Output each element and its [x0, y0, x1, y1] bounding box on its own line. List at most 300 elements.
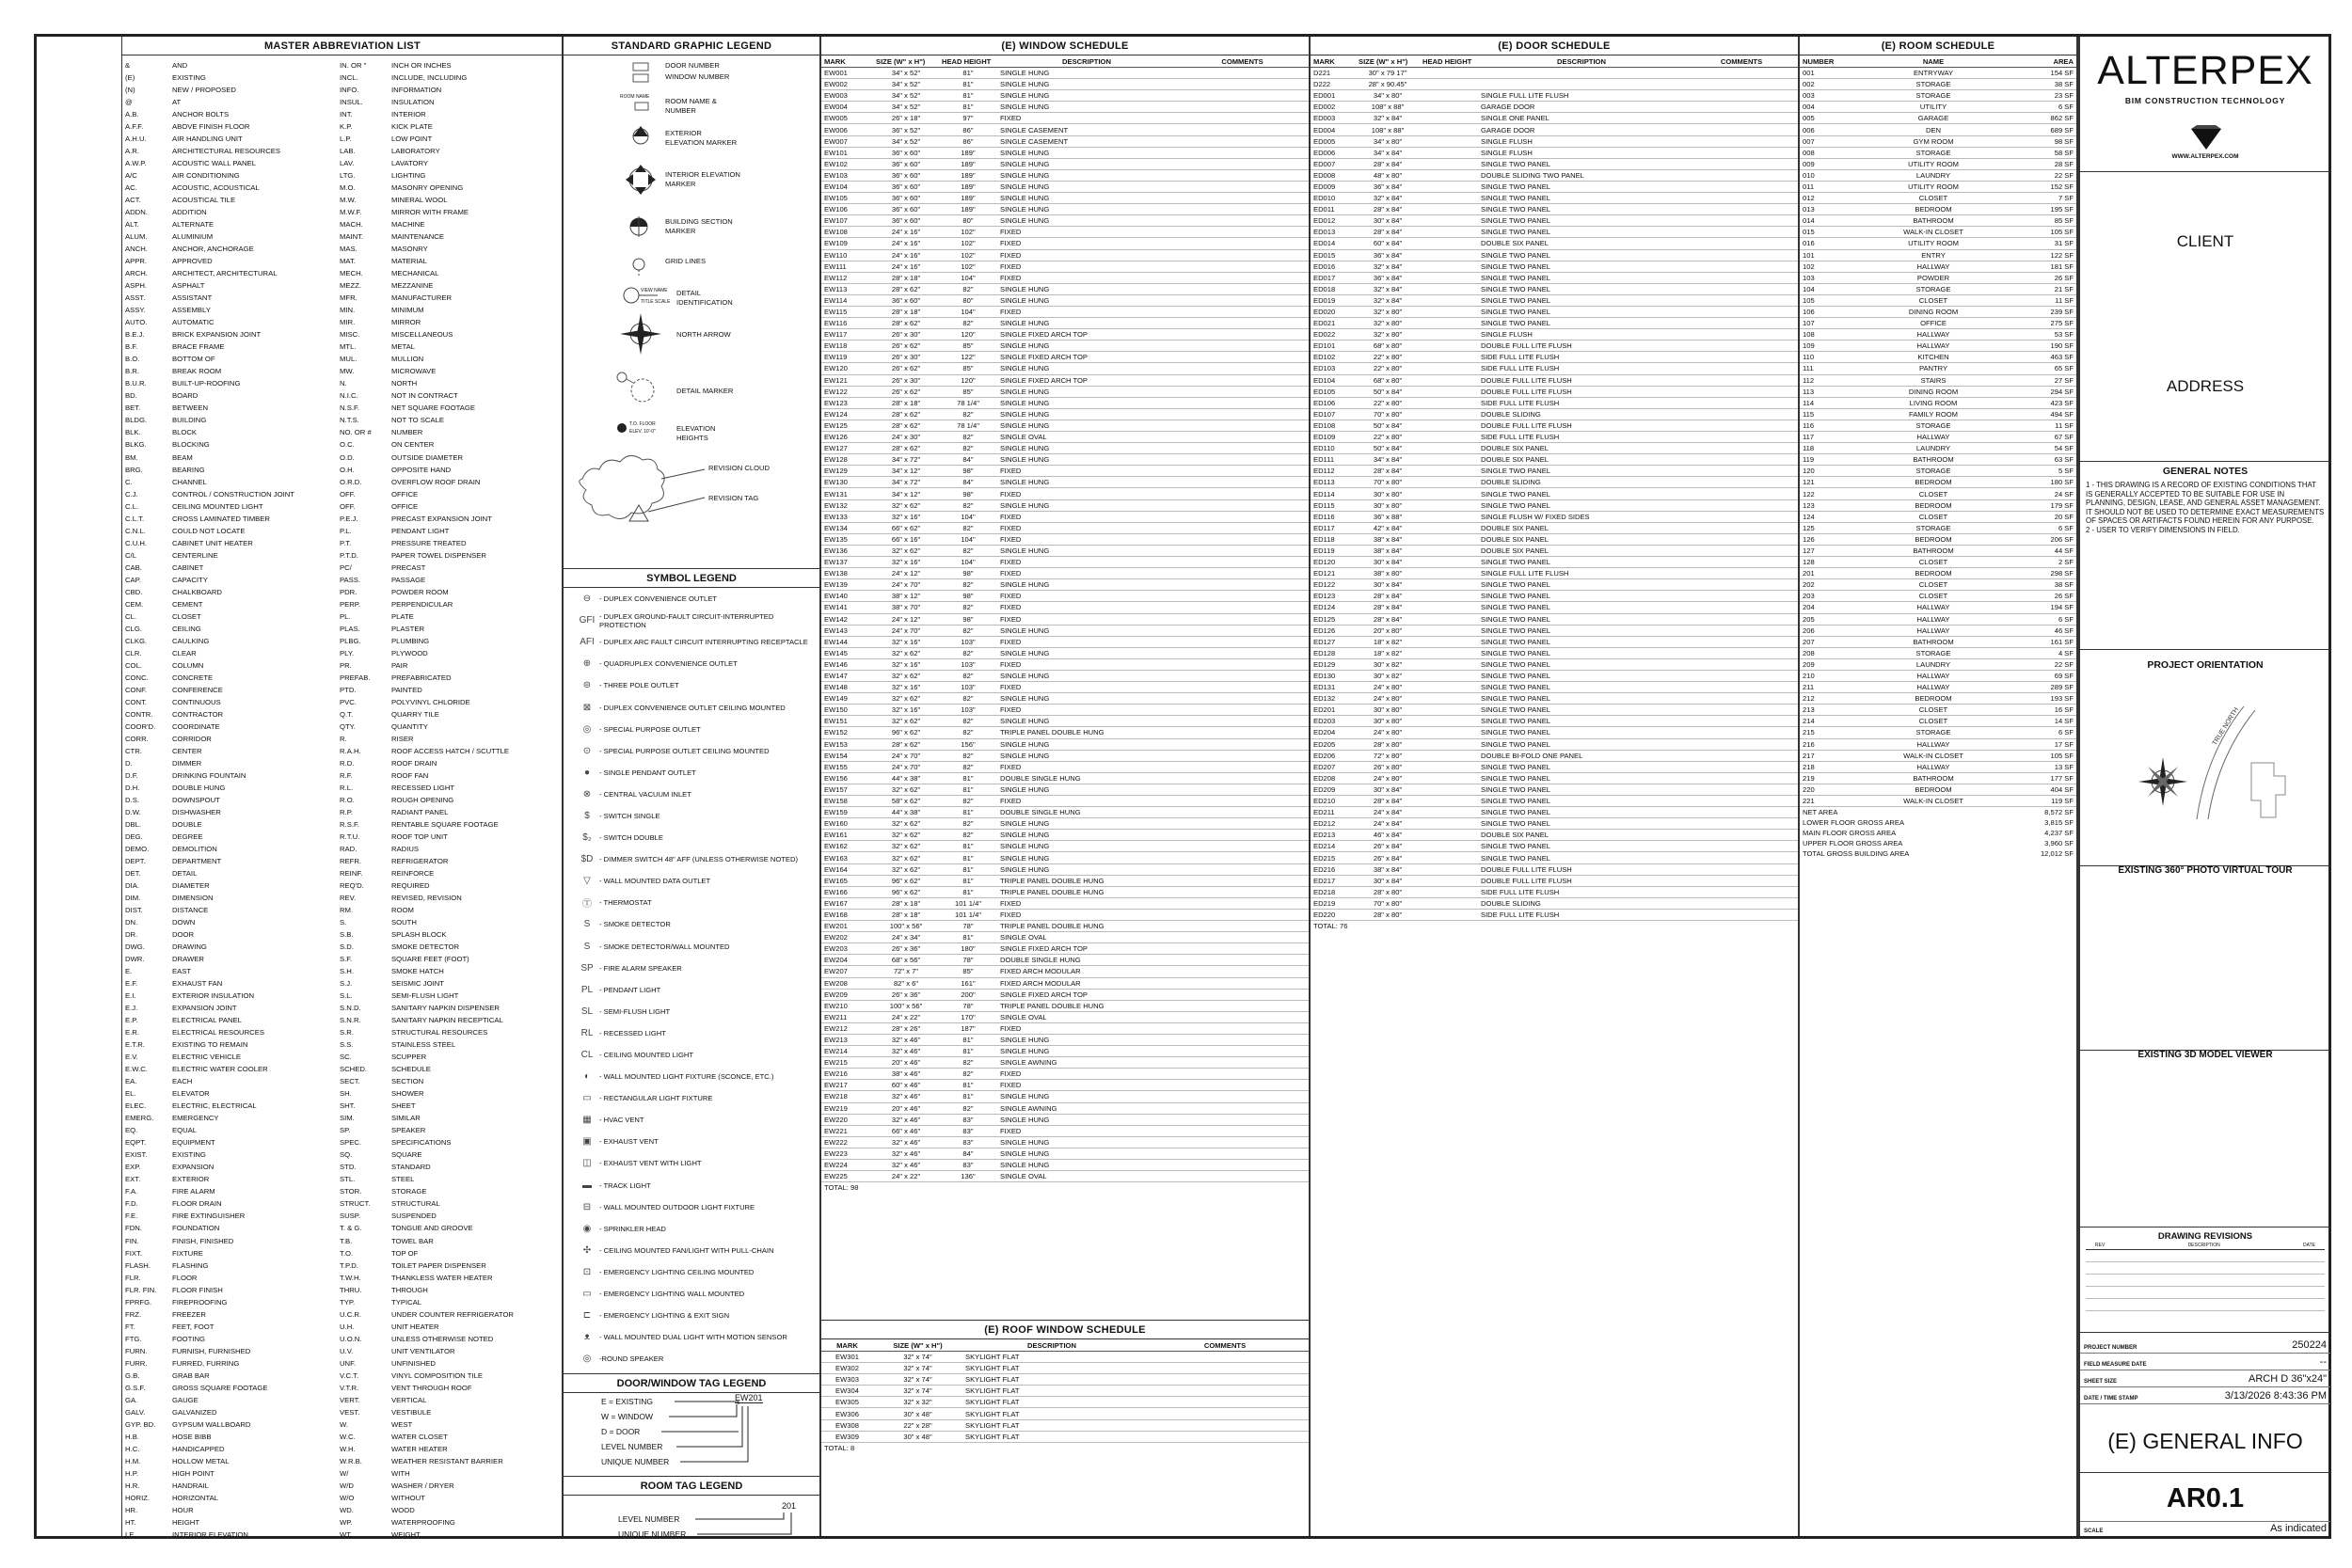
table-cell: [1176, 818, 1309, 830]
table-cell: 012: [1800, 193, 1856, 204]
table-cell: SINGLE HUNG: [997, 1148, 1176, 1159]
table-row: [821, 796, 1309, 807]
abbreviation-cell: E.W.C.: [125, 1065, 148, 1074]
table-row: [1800, 249, 2076, 261]
abbreviation-cell: LOW POINT: [391, 135, 433, 144]
abbreviation-row: [125, 1467, 596, 1480]
abbreviation-cell: ANCHOR, ANCHORAGE: [172, 245, 254, 254]
table-cell: EW207: [821, 966, 873, 977]
abbreviation-cell: BLK.: [125, 428, 141, 437]
abbreviation-row: [125, 623, 596, 635]
abbreviation-row: [125, 574, 596, 586]
abbreviation-cell: NORTH: [391, 379, 418, 388]
abbreviation-cell: ALT.: [125, 220, 139, 230]
table-cell: 102": [939, 261, 997, 272]
abbreviation-cell: DOUBLE HUNG: [172, 783, 226, 792]
table-cell: 016: [1800, 238, 1856, 249]
abbreviation-cell: UNDER COUNTER REFRIGERATOR: [391, 1309, 514, 1319]
table-cell: [1141, 1374, 1309, 1386]
table-cell: [1420, 772, 1478, 784]
table-cell: EW114: [821, 294, 873, 306]
abbreviation-cell: ASSEMBLY: [172, 306, 211, 315]
timestamp: 3/13/2026 8:43:36 PM: [2224, 1390, 2327, 1402]
abbreviation-cell: SECT.: [340, 1077, 360, 1086]
table-cell: UTILITY ROOM: [1856, 158, 2010, 169]
table-cell: 44 SF: [2010, 545, 2076, 556]
table-cell: 32" x 80": [1356, 329, 1420, 341]
table-row: [821, 989, 1309, 1000]
table-cell: 82": [939, 647, 997, 658]
table-cell: 004: [1800, 102, 1856, 113]
table-cell: SINGLE FLUSH W/ FIXED SIDES: [1478, 511, 1685, 522]
symbol-icon: PL: [580, 984, 594, 995]
table-cell: 28" x 18": [873, 306, 939, 317]
table-row: [1311, 602, 1798, 613]
table-cell: ED123: [1311, 591, 1356, 602]
table-cell: [1685, 294, 1798, 306]
table-cell: FIXED: [997, 897, 1176, 909]
abbreviation-cell: COLUMN: [172, 660, 204, 670]
table-cell: [1420, 727, 1478, 738]
abbreviation-cell: A/C: [125, 171, 137, 181]
abbreviation-cell: EXT.: [125, 1175, 141, 1184]
table-cell: SINGLE FULL LITE FLUSH: [1478, 90, 1685, 102]
table-row: [821, 1408, 1309, 1419]
abbreviation-cell: WP.: [340, 1517, 353, 1527]
abbreviation-cell: DOWN: [172, 918, 196, 927]
table-row: [1311, 294, 1798, 306]
abbreviation-row: [125, 1418, 596, 1431]
abbreviation-cell: FLR. FIN.: [125, 1285, 157, 1294]
table-cell: SINGLE FIXED ARCH TOP: [997, 374, 1176, 386]
table-cell: [1176, 738, 1309, 750]
abbreviation-row: [125, 745, 596, 757]
table-cell: [1176, 830, 1309, 841]
symbol-label: - PENDANT LIGHT: [599, 985, 661, 994]
abbreviation-cell: INFO.: [340, 86, 359, 95]
table-cell: 69 SF: [2010, 670, 2076, 681]
model-viewer-box[interactable]: [2080, 1051, 2330, 1227]
table-cell: 32" x 62": [873, 818, 939, 830]
table-cell: 24" x 80": [1356, 727, 1420, 738]
table-cell: 110: [1800, 352, 1856, 363]
table-cell: ENTRY: [1856, 249, 2010, 261]
abbreviation-row: [125, 892, 596, 904]
abbreviation-row: [125, 879, 596, 892]
table-cell: GARAGE DOOR: [1478, 124, 1685, 135]
table-cell: 86": [939, 135, 997, 147]
abbreviation-cell: E.I.: [125, 991, 136, 1001]
abbreviation-row: [125, 513, 596, 525]
table-cell: 78": [939, 921, 997, 932]
abbreviation-row: [125, 1002, 596, 1014]
table-row: [821, 499, 1309, 511]
table-cell: SINGLE HUNG: [997, 830, 1176, 841]
table-cell: SINGLE TWO PANEL: [1478, 727, 1685, 738]
table-cell: EW156: [821, 772, 873, 784]
table-cell: ED112: [1311, 466, 1356, 477]
table-cell: EW309: [821, 1431, 873, 1442]
table-cell: EW146: [821, 658, 873, 670]
abbreviation-cell: MW.: [340, 367, 355, 376]
table-cell: 009: [1800, 158, 1856, 169]
table-cell: EW304: [821, 1386, 873, 1397]
symbol-legend-row: [564, 784, 819, 805]
abbreviation-cell: NET SQUARE FOOTAGE: [391, 404, 475, 413]
table-cell: 6 SF: [2010, 727, 2076, 738]
table-cell: SINGLE FIXED ARCH TOP: [997, 943, 1176, 955]
roof-window-schedule-table: [821, 1339, 1309, 1443]
table-cell: 119 SF: [2010, 796, 2076, 807]
table-cell: [1420, 135, 1478, 147]
abbreviation-cell: ROUGH OPENING: [391, 795, 454, 804]
area-total-value: 3,960 SF: [2044, 839, 2074, 848]
table-row: [1800, 352, 2076, 363]
table-cell: 32" x 80": [1356, 318, 1420, 329]
table-cell: FIXED: [997, 238, 1176, 249]
table-cell: [1420, 591, 1478, 602]
table-cell: 6 SF: [2010, 613, 2076, 625]
tag-line-unique: UNIQUE NUMBER: [601, 1457, 670, 1467]
abbreviation-cell: PLUMBING: [391, 636, 430, 645]
table-cell: FIXED: [997, 249, 1176, 261]
abbreviation-cell: OVERFLOW ROOF DRAIN: [391, 477, 481, 486]
table-row: [821, 568, 1309, 579]
address-label: ADDRESS: [2166, 377, 2245, 395]
table-cell: SINGLE HUNG: [997, 750, 1176, 761]
abbreviation-cell: CAPACITY: [172, 575, 208, 584]
company-tagline: BIM CONSTRUCTION TECHNOLOGY: [2124, 96, 2286, 105]
table-row: [1800, 306, 2076, 317]
table-row: [1311, 636, 1798, 647]
timestamp-label: DATE / TIME STAMP: [2084, 1396, 2138, 1402]
table-cell: EW143: [821, 625, 873, 636]
table-cell: 48" x 80": [1356, 169, 1420, 181]
abbreviation-row: [125, 1148, 596, 1161]
abbreviation-cell: AT: [172, 98, 182, 107]
table-cell: EW209: [821, 989, 873, 1000]
abbreviation-row: [125, 733, 596, 745]
symbol-icon: ⊖: [582, 594, 592, 605]
table-cell: [1420, 283, 1478, 294]
table-cell: EW112: [821, 272, 873, 283]
abbreviation-row: [125, 672, 596, 684]
table-cell: SINGLE TWO PANEL: [1478, 602, 1685, 613]
table-cell: GARAGE: [1856, 113, 2010, 124]
table-cell: EW133: [821, 511, 873, 522]
abbreviation-cell: MACH.: [340, 220, 363, 230]
table-cell: [1420, 306, 1478, 317]
abbreviation-cell: STRUCT.: [340, 1199, 371, 1209]
abbreviation-cell: DOUBLE: [172, 819, 202, 829]
abbreviation-cell: STORAGE: [391, 1187, 427, 1196]
abbreviation-cell: HR.: [125, 1505, 138, 1514]
table-row: [821, 705, 1309, 716]
symbol-legend: [564, 588, 819, 1370]
abbreviation-cell: E.J.: [125, 1004, 138, 1013]
table-cell: 113: [1800, 386, 1856, 397]
table-cell: 81": [939, 102, 997, 113]
abbreviation-row: [125, 684, 596, 696]
table-cell: FIXED: [997, 1069, 1176, 1080]
table-cell: 38" x 84": [1356, 545, 1420, 556]
table-cell: [1176, 90, 1309, 102]
table-cell: [1176, 443, 1309, 454]
abbreviation-row: [125, 157, 596, 169]
table-cell: 32" x 62": [873, 545, 939, 556]
table-cell: 123: [1800, 499, 1856, 511]
abbreviation-row: [125, 426, 596, 438]
table-cell: SINGLE HUNG: [997, 420, 1176, 431]
symbol-label: - DUPLEX CONVENIENCE OUTLET CEILING MOUNTED: [599, 703, 786, 712]
abbreviation-cell: K.P.: [340, 122, 353, 132]
table-cell: EW153: [821, 738, 873, 750]
table-row: [1800, 420, 2076, 431]
table-row: [821, 363, 1309, 374]
roof-window-schedule-title: (E) ROOF WINDOW SCHEDULE: [821, 1321, 1309, 1339]
table-cell: 32" x 46": [873, 1034, 939, 1045]
table-cell: SIDE FULL LITE FLUSH: [1478, 886, 1685, 897]
abbreviation-cell: P.T.D.: [340, 550, 358, 560]
table-cell: 104": [939, 511, 997, 522]
abbreviation-row: [125, 1087, 596, 1100]
table-cell: 66" x 46": [873, 1125, 939, 1136]
abbreviation-cell: HORIZ.: [125, 1493, 151, 1502]
abbreviation-cell: C.: [125, 477, 133, 486]
table-cell: HALLWAY: [1856, 261, 2010, 272]
abbreviation-cell: (N): [125, 86, 135, 95]
table-row: [1800, 181, 2076, 192]
abbreviation-cell: UNFINISHED: [391, 1358, 436, 1368]
table-cell: SINGLE HUNG: [997, 738, 1176, 750]
table-cell: [1176, 363, 1309, 374]
table-cell: [1420, 545, 1478, 556]
abbreviation-row: [125, 598, 596, 610]
table-cell: 114: [1800, 397, 1856, 408]
table-cell: [1176, 921, 1309, 932]
table-cell: 36" x 84": [1356, 181, 1420, 192]
table-cell: EW211: [821, 1011, 873, 1022]
table-row: [821, 147, 1309, 158]
table-cell: SINGLE ONE PANEL: [1478, 113, 1685, 124]
abbreviation-cell: CEILING MOUNTED LIGHT: [172, 501, 263, 511]
table-cell: [1420, 454, 1478, 466]
table-cell: EW124: [821, 408, 873, 420]
abbreviation-cell: CROSS LAMINATED TIMBER: [172, 514, 270, 523]
table-row: [821, 329, 1309, 341]
table-cell: SKYLIGHT FLAT: [962, 1419, 1141, 1431]
abbreviation-row: [125, 218, 596, 230]
table-cell: EW132: [821, 499, 873, 511]
symbol-label: - WALL MOUNTED LIGHT FIXTURE (SCONCE, ETC.): [599, 1072, 774, 1082]
table-cell: [1685, 408, 1798, 420]
abbreviation-cell: VERT.: [340, 1395, 360, 1404]
view-name-tag-sample: VIEW NAME: [641, 288, 668, 293]
table-cell: 82": [939, 545, 997, 556]
table-cell: EW224: [821, 1160, 873, 1171]
table-row: [821, 135, 1309, 147]
abbreviation-cell: FREEZER: [172, 1309, 206, 1319]
table-cell: [1176, 79, 1309, 90]
symbol-legend-row: [564, 1326, 819, 1348]
abbreviation-cell: NOT TO SCALE: [391, 416, 444, 425]
legend-room-name: ROOM NAME & NUMBER: [665, 97, 717, 115]
table-cell: [1685, 841, 1798, 852]
abbreviation-cell: CONC.: [125, 673, 149, 682]
field-date-row: [2080, 1354, 2330, 1370]
table-cell: EW152: [821, 727, 873, 738]
abbreviation-row: [125, 402, 596, 414]
table-cell: 109: [1800, 341, 1856, 352]
symbol-label: - FIRE ALARM SPEAKER: [599, 963, 682, 973]
virtual-tour-box[interactable]: [2080, 866, 2330, 1051]
table-cell: 18" x 82": [1356, 636, 1420, 647]
table-row: [1800, 636, 2076, 647]
table-cell: FIXED: [997, 488, 1176, 499]
symbol-icon: ◎: [582, 1354, 592, 1365]
table-cell: DOUBLE SIX PANEL: [1478, 533, 1685, 545]
table-cell: EW159: [821, 807, 873, 818]
table-cell: SINGLE TWO PANEL: [1478, 488, 1685, 499]
table-cell: [1176, 1000, 1309, 1011]
table-cell: SINGLE HUNG: [997, 670, 1176, 681]
table-cell: ED010: [1311, 193, 1356, 204]
table-cell: EW158: [821, 796, 873, 807]
table-cell: 14 SF: [2010, 716, 2076, 727]
table-cell: [1420, 738, 1478, 750]
table-cell: SINGLE TWO PANEL: [1478, 784, 1685, 795]
table-cell: 862 SF: [2010, 113, 2076, 124]
table-cell: 103": [939, 682, 997, 693]
table-cell: 28" x 18": [873, 897, 939, 909]
table-cell: DOUBLE BI-FOLD ONE PANEL: [1478, 750, 1685, 761]
table-row: [1311, 272, 1798, 283]
table-row: [821, 1057, 1309, 1069]
table-cell: 20" x 46": [873, 1057, 939, 1069]
abbreviation-cell: QTY.: [340, 721, 356, 731]
table-cell: SINGLE TWO PANEL: [1478, 625, 1685, 636]
room-schedule-table: [1800, 55, 2076, 807]
table-row: [821, 545, 1309, 556]
table-cell: ENTRYWAY: [1856, 68, 2010, 79]
table-cell: STORAGE: [1856, 466, 2010, 477]
abbreviation-cell: SANITARY NAPKIN RECEPTICAL: [391, 1016, 503, 1025]
table-cell: 34" x 72": [873, 454, 939, 466]
table-cell: 007: [1800, 135, 1856, 147]
table-cell: ED208: [1311, 772, 1356, 784]
table-row: [1311, 716, 1798, 727]
abbreviation-cell: BETWEEN: [172, 404, 209, 413]
table-cell: ED209: [1311, 784, 1356, 795]
symbol-label: - SEMI-FLUSH LIGHT: [599, 1006, 671, 1016]
table-cell: ED116: [1311, 511, 1356, 522]
abbreviation-cell: PLASTER: [391, 624, 425, 633]
table-cell: 32" x 74": [873, 1386, 962, 1397]
area-total-row: [1800, 828, 2076, 838]
table-cell: EW204: [821, 955, 873, 966]
table-cell: 50" x 84": [1356, 443, 1420, 454]
table-row: [821, 921, 1309, 932]
abbreviation-cell: VERTICAL: [391, 1395, 427, 1404]
abbreviation-cell: FURNISH, FURNISHED: [172, 1346, 251, 1355]
abbreviation-row: [125, 1333, 596, 1345]
abbreviation-cell: MUL.: [340, 355, 358, 364]
table-cell: [1685, 852, 1798, 863]
abbreviation-cell: CABINET: [172, 562, 204, 572]
table-cell: CLOSET: [1856, 705, 2010, 716]
table-row: [1311, 283, 1798, 294]
table-cell: 125: [1800, 522, 1856, 533]
abbreviation-cell: MIN.: [340, 306, 356, 315]
abbreviation-row: [125, 1272, 596, 1284]
abbreviation-row: [125, 279, 596, 292]
abbreviation-cell: MICROWAVE: [391, 367, 437, 376]
table-row: [1311, 625, 1798, 636]
table-cell: HALLWAY: [1856, 761, 2010, 772]
abbreviation-cell: VENT THROUGH ROOF: [391, 1383, 472, 1392]
table-cell: SINGLE HUNG: [997, 158, 1176, 169]
table-cell: 5 SF: [2010, 466, 2076, 477]
table-cell: DOUBLE SIX PANEL: [1478, 545, 1685, 556]
table-row: [821, 432, 1309, 443]
table-cell: FIXED: [997, 227, 1176, 238]
table-cell: [1685, 454, 1798, 466]
table-cell: HALLWAY: [1856, 682, 2010, 693]
table-cell: 107: [1800, 318, 1856, 329]
abbreviation-cell: O.D.: [340, 452, 355, 462]
table-cell: [1176, 249, 1309, 261]
abbreviation-cell: LAB.: [340, 147, 356, 156]
table-cell: [1420, 658, 1478, 670]
symbol-icon: ᴥ: [583, 1332, 591, 1343]
table-cell: 81": [939, 875, 997, 886]
table-cell: [1420, 670, 1478, 681]
sheet-size-label: SHEET SIZE: [2084, 1379, 2118, 1385]
symbol-legend-row: [564, 1196, 819, 1218]
table-row: [821, 272, 1309, 283]
table-row: [1311, 613, 1798, 625]
table-cell: 28" x 84": [1356, 602, 1420, 613]
abbreviation-cell: CAP.: [125, 575, 141, 584]
table-cell: 4 SF: [2010, 647, 2076, 658]
abbreviation-list-title: MASTER ABBREVIATION LIST: [121, 37, 564, 55]
abbreviation-cell: MASONRY: [391, 245, 428, 254]
abbreviation-cell: D.H.: [125, 783, 140, 792]
table-cell: [1685, 169, 1798, 181]
table-cell: SINGLE TWO PANEL: [1478, 499, 1685, 511]
abbreviation-cell: DOOR: [172, 930, 195, 940]
table-cell: 26" x 84": [1356, 841, 1420, 852]
table-cell: 26" x 30": [873, 374, 939, 386]
table-row: [821, 1148, 1309, 1159]
sheet-size: ARCH D 36"x24": [2248, 1373, 2327, 1385]
table-cell: 82": [939, 432, 997, 443]
table-cell: EW117: [821, 329, 873, 341]
table-cell: [1176, 579, 1309, 591]
abbreviation-row: [125, 1235, 596, 1247]
table-cell: [1685, 102, 1798, 113]
symbol-icon: ◉: [582, 1223, 592, 1234]
abbreviation-cell: LABORATORY: [391, 147, 440, 156]
table-cell: 38 SF: [2010, 579, 2076, 591]
abbreviation-row: [125, 1051, 596, 1063]
abbreviation-row: [125, 953, 596, 965]
table-cell: EW201: [821, 921, 873, 932]
table-cell: 6 SF: [2010, 522, 2076, 533]
symbol-label: - RECTANGULAR LIGHT FIXTURE: [599, 1094, 713, 1103]
table-row: [821, 522, 1309, 533]
abbreviation-cell: ALTERNATE: [172, 220, 215, 230]
